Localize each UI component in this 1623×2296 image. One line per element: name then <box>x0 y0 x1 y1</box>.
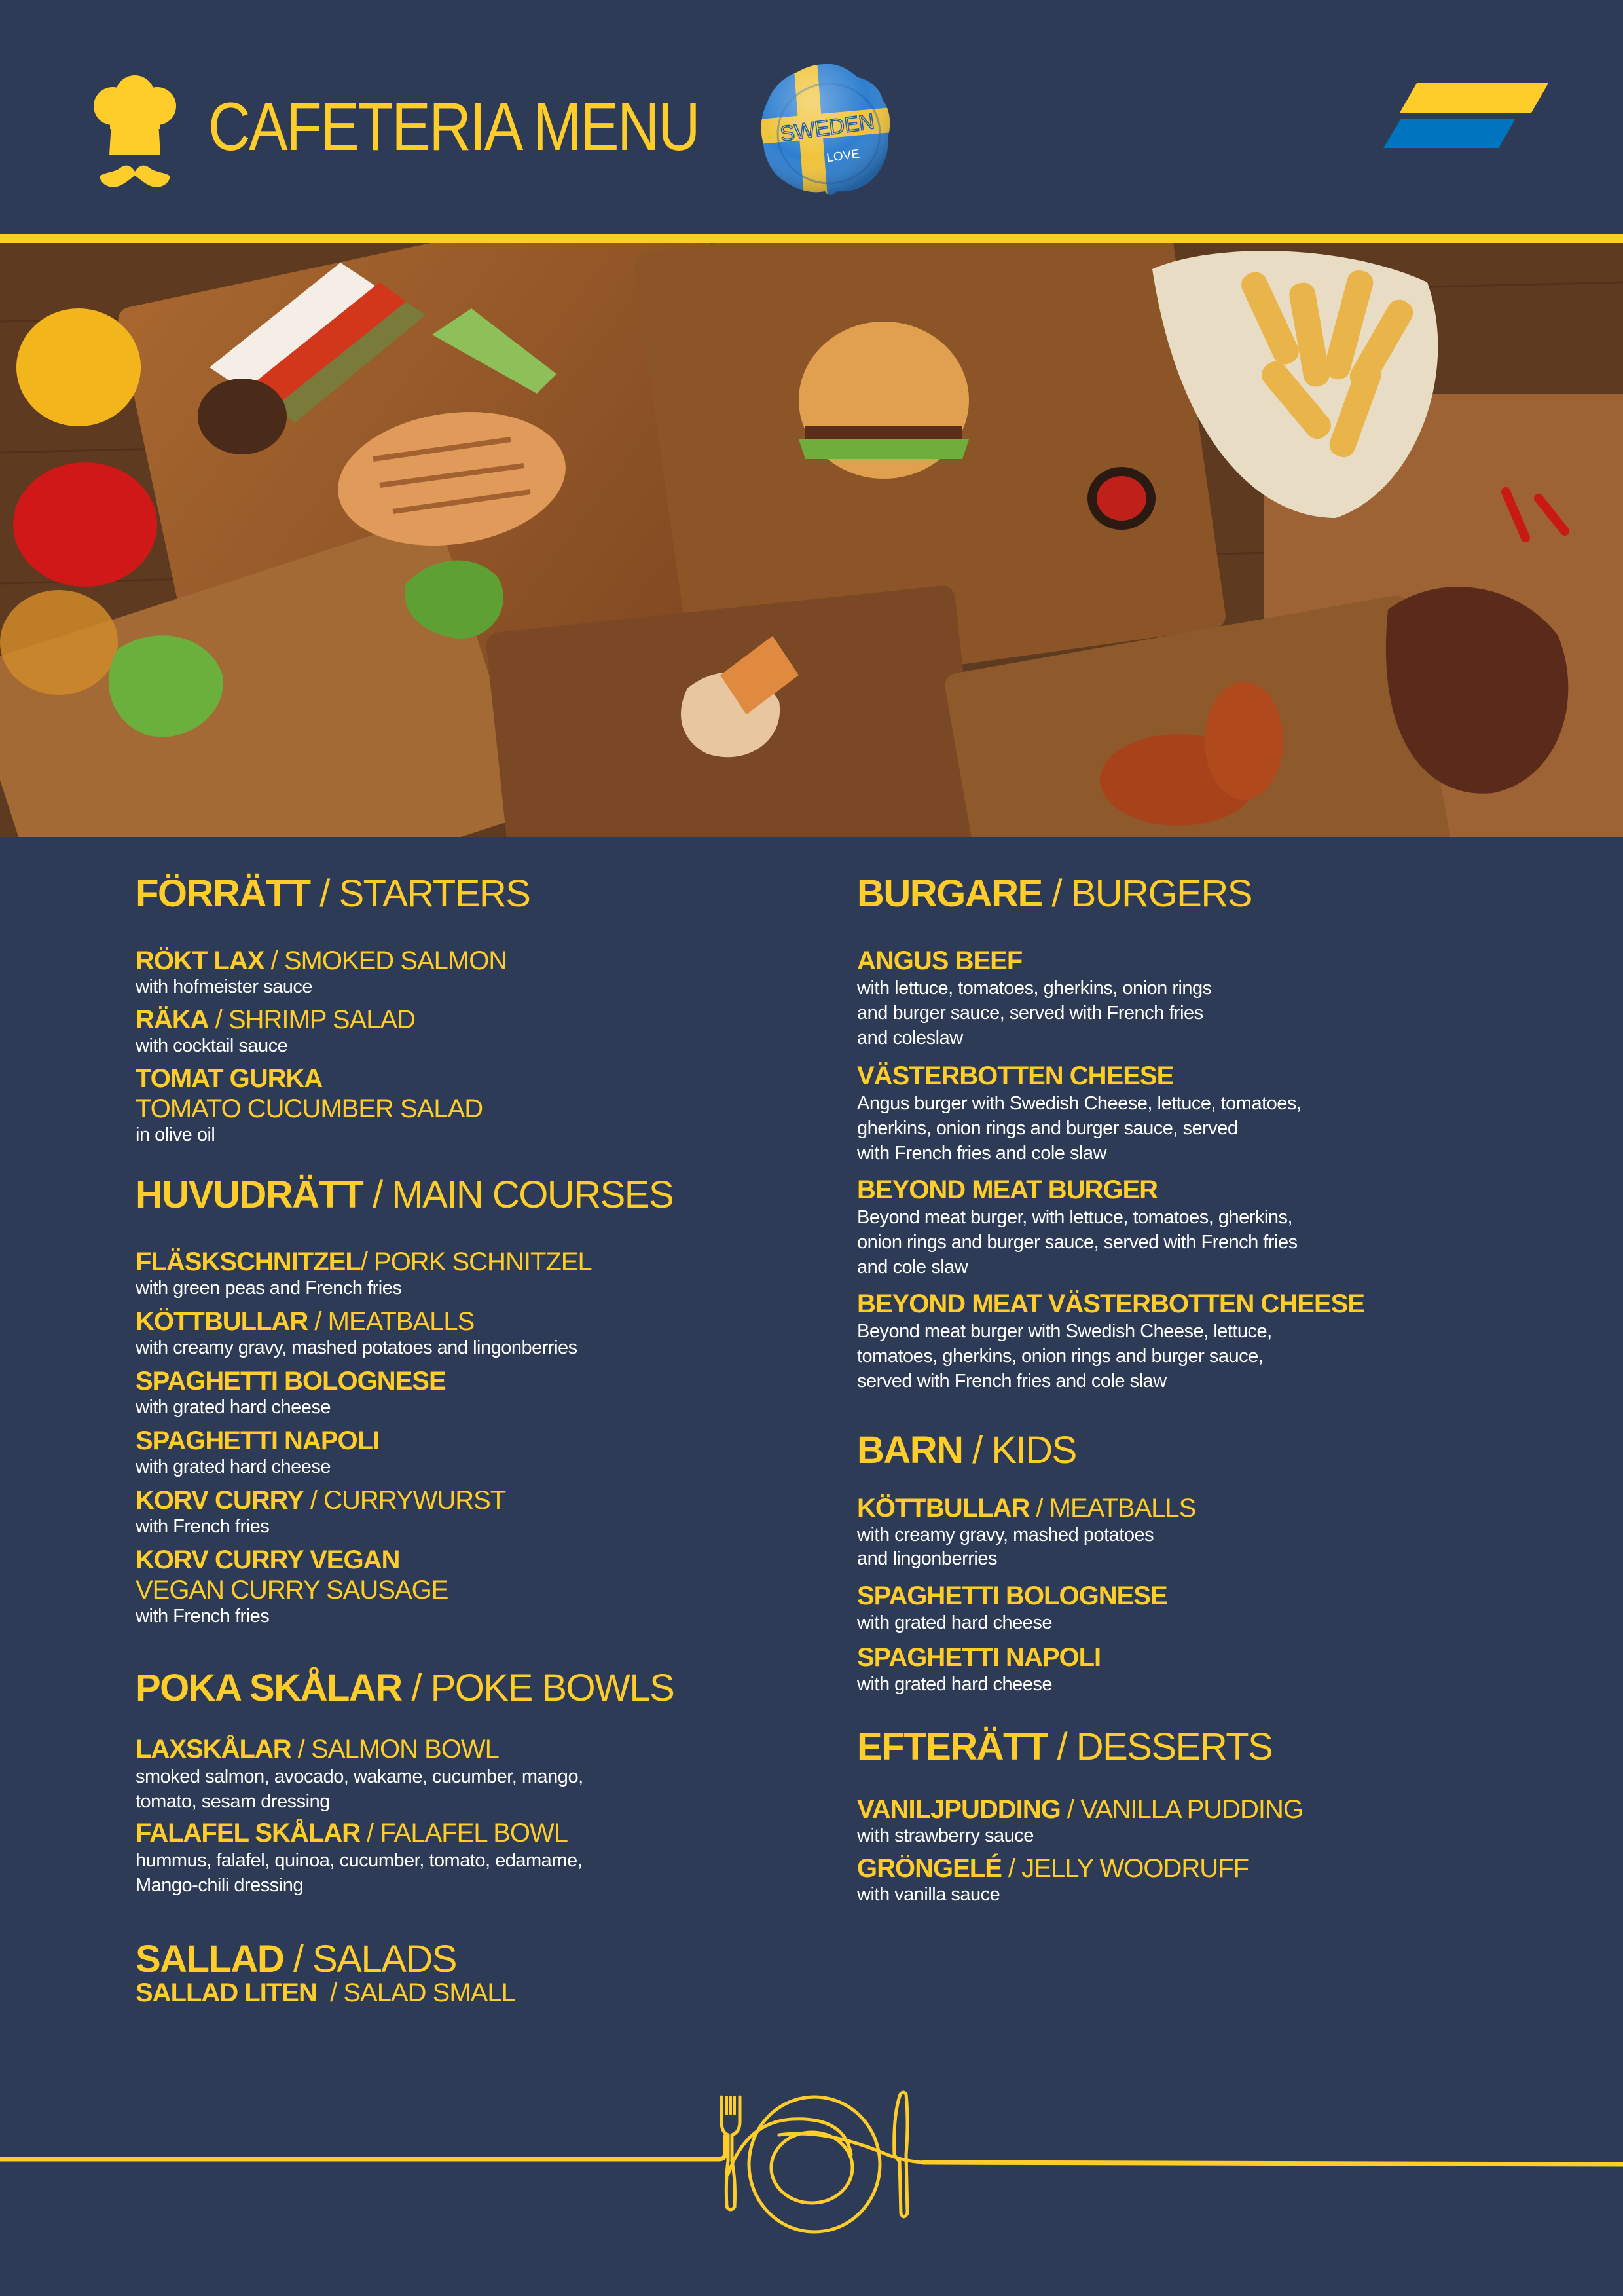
svg-text:SWEDEN: SWEDEN <box>778 109 876 146</box>
section-desserts <box>857 1724 1272 1770</box>
item-name-en: TOMATO CUCUMBER SALAD <box>136 1094 483 1123</box>
item-name-en: SALAD SMALL <box>343 1978 515 2007</box>
item-name-sv: LAXSKÅLAR <box>136 1735 291 1764</box>
menu-item: FLÄSKSCHNITZEL/ PORK SCHNITZEL with green peas and French fries <box>136 1248 592 1299</box>
menu-item: KÖTTBULLAR / MEATBALLS with creamy gravy, mashed potatoes and lingonberries <box>136 1307 577 1358</box>
item-description: Beyond meat burger, with lettuce, tomatoes, gherkins, <box>857 1207 1293 1228</box>
item-name-sv: VANILJPUDDING <box>857 1795 1061 1824</box>
food-photo <box>0 243 1623 837</box>
flag-stripes-icon <box>1381 81 1552 149</box>
menu-item <box>857 1175 1298 1280</box>
item-name-en: VANILLA PUDDING <box>1080 1795 1304 1824</box>
item-description: with strawberry sauce <box>857 1825 1034 1846</box>
item-description: served with French fries and cole slaw <box>857 1371 1167 1392</box>
section-heading: BURGARE / BURGERS <box>857 872 1252 915</box>
section-heading: BARN / KIDS <box>857 1429 1076 1472</box>
menu-item <box>857 1642 1101 1696</box>
menu-item: RÄKA / SHRIMP SALAD with cocktail sauce <box>136 1005 416 1056</box>
item-name-sv: SPAGHETTI BOLOGNESE <box>857 1582 1167 1610</box>
menu-item <box>136 1366 446 1418</box>
section-heading: SALLAD / SALADS <box>136 1938 456 1980</box>
item-description: Angus burger with Swedish Cheese, lettuce, tomatoes, <box>857 1093 1302 1114</box>
item-name-sv: SALLAD LITEN <box>136 1978 317 2007</box>
item-description: with grated hard cheese <box>857 1612 1053 1633</box>
item-name-en: SMOKED SALMON <box>283 946 507 975</box>
item-name-sv: ANGUS BEEF <box>857 946 1023 975</box>
section-poke-bowls <box>136 1665 674 1711</box>
menu-item: FALAFEL SKÅLAR / FALAFEL BOWL hummus, falafel, quinoa, cucumber, tomato, edamame, Mango-chili dressing <box>136 1818 582 1898</box>
header <box>0 0 1623 234</box>
item-name-en: JELLY WOODRUFF <box>1021 1854 1249 1883</box>
item-description: gherkins, onion rings and burger sauce, served <box>857 1118 1238 1139</box>
food-photo-illustration <box>0 243 1623 837</box>
section-starters <box>136 871 530 917</box>
item-description: tomato, sesam dressing <box>136 1791 330 1812</box>
menu-item: SALLAD LITEN / SALAD SMALL <box>136 1978 515 2007</box>
item-description: with French fries <box>136 1516 270 1537</box>
section-heading: POKA SKÅLAR / POKE BOWLS <box>136 1667 674 1709</box>
menu-item <box>857 1061 1301 1166</box>
menu-item: LAXSKÅLAR / SALMON BOWL smoked salmon, avocado, wakame, cucumber, mango, tomato, sesam dressing <box>136 1734 583 1814</box>
item-name-en: MEATBALLS <box>327 1307 475 1336</box>
item-description: Beyond meat burger with Swedish Cheese, lettuce, <box>857 1321 1272 1342</box>
item-name-sv: FALAFEL SKÅLAR <box>136 1819 361 1847</box>
section-salads <box>136 1936 456 1982</box>
item-name-sv: KORV CURRY VEGAN <box>136 1546 400 1574</box>
item-description: with grated hard cheese <box>136 1456 331 1477</box>
item-name-sv: KÖTTBULLAR <box>136 1307 308 1336</box>
item-name-en: SALMON BOWL <box>311 1735 499 1764</box>
menu-item <box>136 1545 448 1627</box>
item-name-en: CURRYWURST <box>323 1486 506 1515</box>
section-main-courses <box>136 1172 673 1218</box>
item-description: with creamy gravy, mashed potatoes and lingonberries <box>136 1337 577 1358</box>
item-name-sv: SPAGHETTI NAPOLI <box>857 1643 1101 1672</box>
header-divider <box>0 234 1623 243</box>
chef-hat-icon <box>92 73 178 191</box>
sweden-seal-icon <box>759 62 892 196</box>
item-name-sv: VÄSTERBOTTEN CHEESE <box>857 1062 1174 1090</box>
item-name-en: PORK SCHNITZEL <box>374 1248 592 1276</box>
item-description: with cocktail sauce <box>136 1035 288 1056</box>
item-description: with vanilla sauce <box>857 1884 1000 1905</box>
item-name-sv: BEYOND MEAT VÄSTERBOTTEN CHEESE <box>857 1289 1364 1318</box>
section-heading: HUVUDRÄTT / MAIN COURSES <box>136 1174 674 1216</box>
mustache-icon <box>100 166 170 187</box>
item-description: and coleslaw <box>857 1028 963 1048</box>
item-name-sv: GRÖNGELÉ <box>857 1854 1002 1883</box>
item-description: with creamy gravy, mashed potatoes <box>857 1525 1154 1546</box>
item-name-sv: KÖTTBULLAR <box>857 1494 1030 1523</box>
menu-item: VANILJPUDDING / VANILLA PUDDING with strawberry sauce <box>857 1795 1304 1846</box>
item-description: onion rings and burger sauce, served with French fries <box>857 1232 1298 1253</box>
svg-text:LOVE: LOVE <box>826 147 861 166</box>
menu-item <box>857 946 1212 1050</box>
item-name-en: MEATBALLS <box>1049 1494 1196 1523</box>
item-name-sv: KORV CURRY <box>136 1486 304 1515</box>
item-description: and burger sauce, served with French fries <box>857 1003 1203 1024</box>
item-description: with hofmeister sauce <box>136 976 312 997</box>
menu-item <box>136 1426 379 1478</box>
menu-item: KÖTTBULLAR / MEATBALLS with creamy gravy, mashed potatoes and lingonberries <box>857 1494 1196 1569</box>
item-description: and lingonberries <box>857 1548 997 1569</box>
item-description: with grated hard cheese <box>136 1397 331 1418</box>
item-name-sv: RÄKA <box>136 1005 209 1034</box>
item-name-sv: FLÄSKSCHNITZEL <box>136 1248 361 1276</box>
menu-item: KORV CURRY / CURRYWURST with French fries <box>136 1486 506 1537</box>
item-name-sv: RÖKT LAX <box>136 946 264 975</box>
item-name-sv: TOMAT GURKA <box>136 1064 323 1093</box>
menu-item <box>136 1064 483 1146</box>
menu-item <box>857 1289 1364 1394</box>
page-title: CAFETERIA MENU <box>208 89 699 165</box>
item-name-en: VEGAN CURRY SAUSAGE <box>136 1576 448 1604</box>
item-description: with lettuce, tomatoes, gherkins, onion rings <box>857 978 1212 999</box>
item-name-en: SHRIMP SALAD <box>228 1005 416 1034</box>
menu-item: GRÖNGELÉ / JELLY WOODRUFF with vanilla sauce <box>857 1854 1249 1905</box>
plate-fork-knife-icon <box>0 2063 1623 2259</box>
item-description: hummus, falafel, quinoa, cucumber, tomato, edamame, <box>136 1850 583 1871</box>
menu-item <box>857 1581 1167 1635</box>
item-name-sv: SPAGHETTI NAPOLI <box>136 1426 380 1455</box>
section-heading: FÖRRÄTT / STARTERS <box>136 872 530 915</box>
item-description: and cole slaw <box>857 1257 968 1278</box>
item-description: Mango-chili dressing <box>136 1875 303 1896</box>
item-description: tomatoes, gherkins, onion rings and burger sauce, <box>857 1346 1264 1367</box>
section-heading: EFTERÄTT / DESSERTS <box>857 1726 1273 1768</box>
section-kids <box>857 1428 1076 1473</box>
item-description: smoked salmon, avocado, wakame, cucumber, mango, <box>136 1766 583 1787</box>
item-description: with grated hard cheese <box>857 1674 1053 1695</box>
item-name-en: FALAFEL BOWL <box>380 1819 568 1847</box>
menu-item: RÖKT LAX / SMOKED SALMON with hofmeister sauce <box>136 946 507 997</box>
section-burgers <box>857 871 1252 917</box>
item-description: with green peas and French fries <box>136 1278 402 1299</box>
item-description: with French fries and cole slaw <box>857 1143 1106 1164</box>
item-name-sv: BEYOND MEAT BURGER <box>857 1176 1158 1204</box>
item-description: with French fries <box>136 1606 270 1627</box>
item-description: in olive oil <box>136 1124 215 1145</box>
item-name-sv: SPAGHETTI BOLOGNESE <box>136 1367 446 1396</box>
